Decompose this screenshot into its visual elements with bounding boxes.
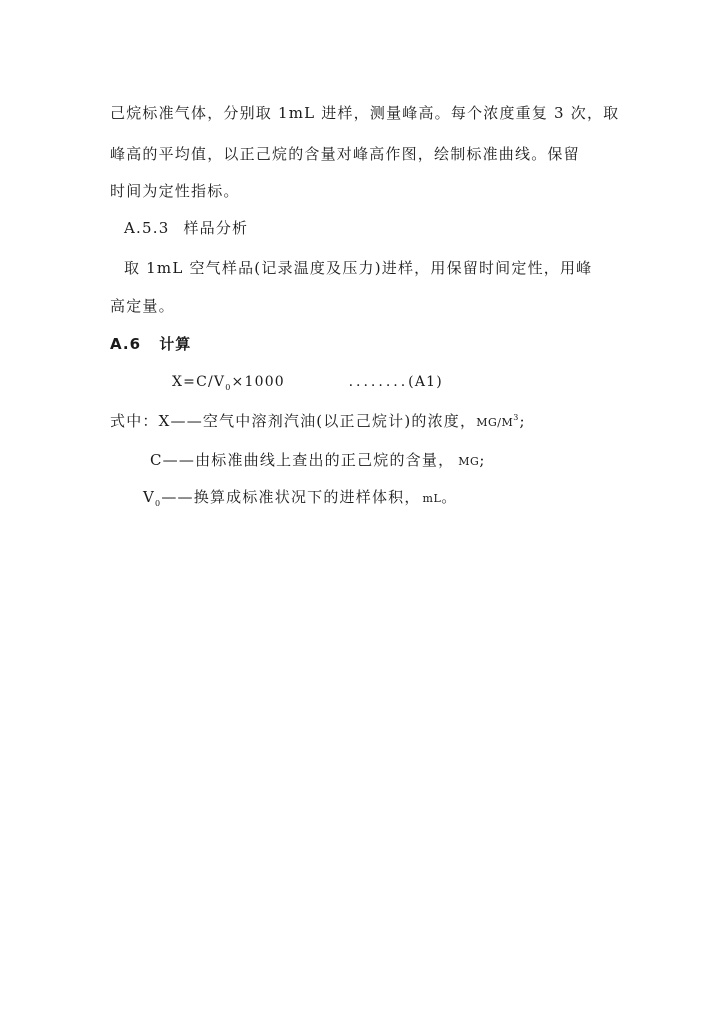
- definition-v-text: ——换算成标准状况下的进样体积，: [161, 488, 421, 506]
- definition-x-end: ;: [519, 412, 526, 430]
- definition-x-unit-sup: 3: [513, 413, 520, 422]
- section-a53-heading: [124, 218, 248, 238]
- paragraph-1-line-3: 时间为定性指标。: [110, 182, 240, 200]
- formula-a1: [172, 372, 443, 392]
- definition-c-text: C——由标准曲线上查出的正己烷的含量，: [150, 451, 455, 469]
- definition-v-subscript: 0: [155, 499, 162, 508]
- definition-v: [143, 487, 458, 509]
- definition-v-unit: mL: [422, 492, 442, 505]
- paragraph-1-line-1: 己烷标准气体，分别取 1mL 进样，测量峰高。每个浓度重复 3 次，取: [110, 104, 620, 122]
- section-a53-number: A.5.3: [124, 219, 170, 237]
- section-a53-line-1: 取 1mL 空气样品(记录温度及压力)进样，用保留时间定性，用峰: [124, 259, 593, 277]
- definition-c-end: ;: [479, 451, 486, 469]
- formula-dots: ........: [348, 374, 409, 390]
- definition-c: [150, 450, 486, 472]
- formula-subscript: 0: [225, 382, 232, 392]
- definition-x-unit: MG/M: [476, 416, 514, 429]
- definition-intro: 式中：: [110, 412, 159, 430]
- section-a53-line-2: 高定量。: [110, 297, 175, 315]
- definition-c-unit: MG: [458, 455, 480, 468]
- paragraph-1-line-2: 峰高的平均值，以正己烷的含量对峰高作图，绘制标准曲线。保留: [110, 145, 580, 163]
- formula-label: (A1): [408, 374, 443, 390]
- definition-v-symbol: V: [143, 488, 156, 506]
- definition-x: [110, 411, 526, 433]
- formula-rhs: ×1000: [231, 374, 285, 390]
- section-a53-title: 样品分析: [183, 219, 249, 237]
- definition-x-text: X——空气中溶剂汽油(以正己烷计)的浓度，: [158, 412, 477, 430]
- formula-lhs: X=C/V: [172, 374, 226, 390]
- section-a6-title: 计算: [159, 335, 192, 353]
- section-a6-heading: [110, 334, 191, 354]
- section-a6-number: A.6: [110, 335, 142, 353]
- definition-v-end: 。: [441, 488, 458, 506]
